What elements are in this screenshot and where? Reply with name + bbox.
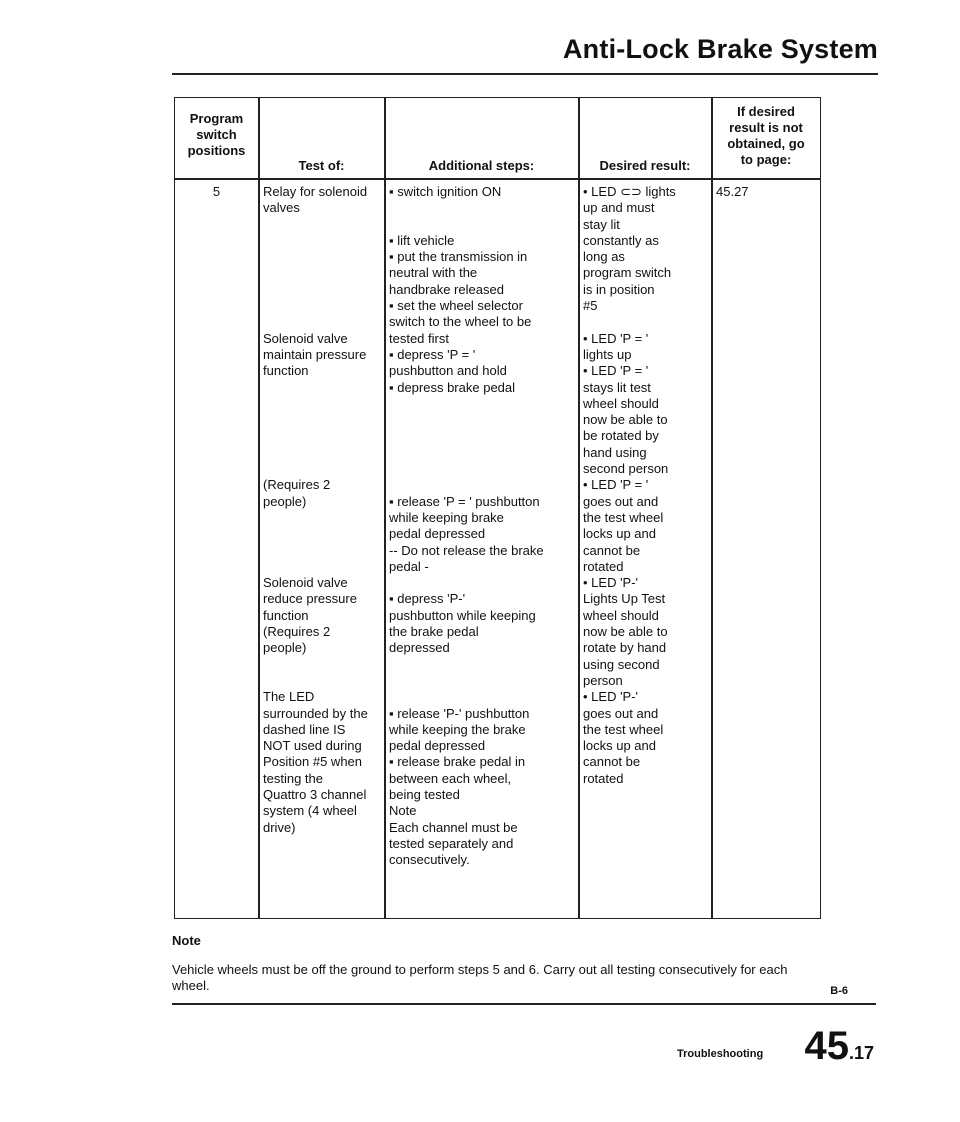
header-if-not-obtained: If desired result is not obtained, go to page: [727, 104, 805, 167]
cell-page-ref: 45.27 [716, 184, 749, 199]
footer-rule [172, 1003, 876, 1005]
page-code: B-6 [830, 985, 848, 997]
header-desired-result: Desired result: [599, 158, 691, 173]
header-additional-steps: Additional steps: [428, 158, 535, 173]
header-rule [172, 73, 878, 75]
header-rule-table [175, 178, 820, 180]
cell-desired-result: • LED ⊂⊃ lights up and must stay lit constantly as long as program switch is in position #5 • LED 'P = ' lights up • LED 'P = ' stays lit test wheel should now be able to be rotated by hand using second person • LED 'P = ' goes out and the test wheel locks up and cannot be rotated • LED 'P-' Lights Up Test wheel should now be able to rotate by hand using second person • LED 'P-' goes out and the test wheel locks up and cannot be rotated [583, 184, 676, 786]
cell-test-of: Relay for solenoid valves Solenoid valve maintain pressure function (Requires 2 people) Solenoid valve reduce pressure function (Requires 2 people) The LED surrounded by the dashed line IS NOT used during Position #5 when testing the Quattro 3 channel system (4 wheel drive) [263, 184, 368, 835]
page-number [804, 1024, 874, 1069]
column-divider [258, 98, 260, 918]
footer-section: Troubleshooting [677, 1048, 764, 1060]
page-number-main: 45 [804, 1024, 849, 1068]
cell-additional-steps: ▪ switch ignition ON ▪ lift vehicle ▪ put the transmission in neutral with the handbrake released ▪ set the wheel selector switch to the wheel to be tested first ▪ depress 'P = ' pushbutton and hold ▪ depress brake pedal ▪ release 'P = ' pushbutton while keeping brake pedal depressed -- Do not release the brake pedal - ▪ depress 'P-' pushbutton while keeping the brake pedal depressed ▪ release 'P-' pushbutton while keeping the brake pedal depressed ▪ release brake pedal in between each wheel, being tested Note Each channel must be tested separately and consecutively. [389, 184, 544, 868]
note-label: Note [172, 933, 201, 948]
header-program-switch: Program switch positions [187, 111, 246, 158]
header-test-of: Test of: [298, 158, 345, 173]
note-text: Vehicle wheels must be off the ground to perform steps 5 and 6. Carry out all testing consecutively for each wheel. [172, 962, 788, 993]
test-table [174, 97, 821, 919]
page-number-sub: .17 [848, 1043, 874, 1063]
column-divider [578, 98, 580, 918]
column-divider [384, 98, 386, 918]
page-title: Anti-Lock Brake System [562, 34, 878, 64]
cell-program-switch: 5 [212, 184, 221, 199]
column-divider [711, 98, 713, 918]
